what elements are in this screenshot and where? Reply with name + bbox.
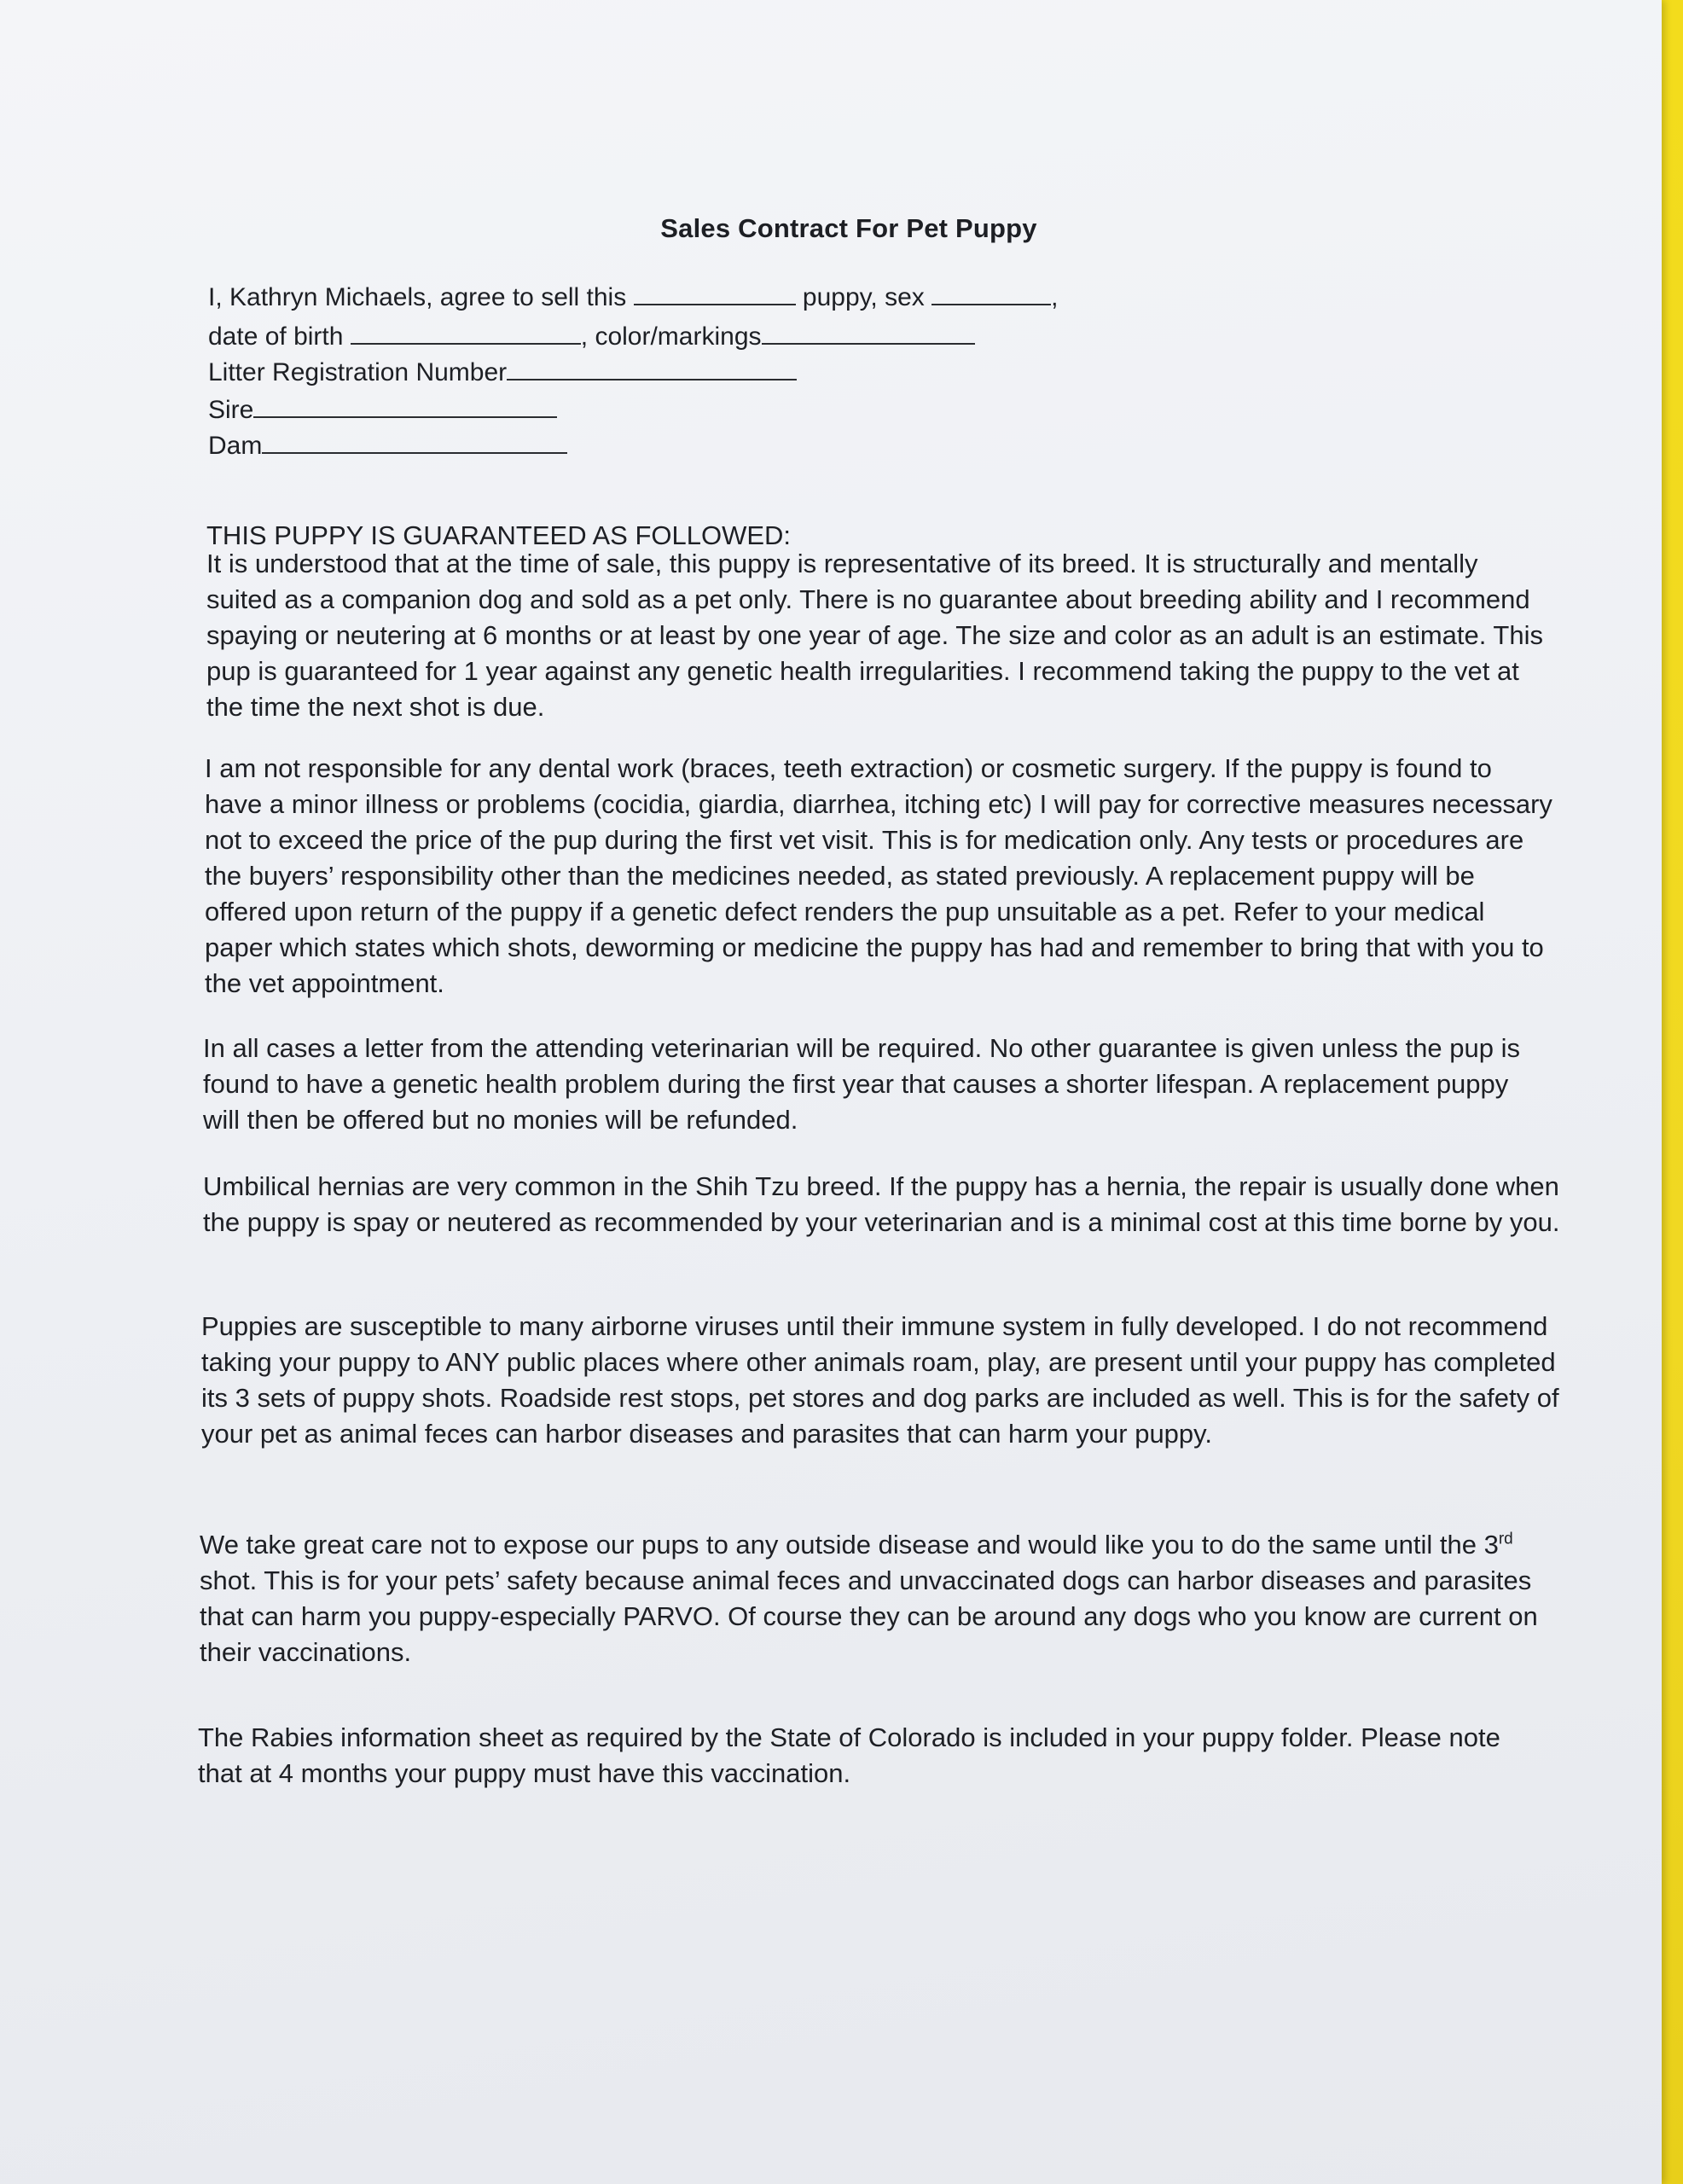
- dam-blank: [262, 430, 567, 454]
- seller-statement: I, Kathryn Michaels, agree to sell this: [208, 283, 627, 311]
- paragraph-airborne-viruses: Puppies are susceptible to many airborne viruses until their immune system in fully developed. I do not recommend taking your puppy to ANY public places where other animals roam, play, are present until your puppy has completed its 3 sets of puppy shots. Roadside rest stops, pet stores and dog parks are included as well. This is for the safety of your pet as animal feces can harbor diseases and parasites that can harm your puppy.: [201, 1311, 1559, 1449]
- paragraph-umbilical-hernias: Umbilical hernias are very common in the Shih Tzu breed. If the puppy has a hernia, the repair is usually done when the puppy is spay or neutered as recommended by your veterinarian and is a minimal cost at this time borne by you.: [203, 1171, 1560, 1237]
- registration-line: [208, 357, 797, 388]
- paragraph-6-text-after: shot. This is for your pets’ safety because animal feces and unvaccinated dogs can harbor diseases and parasites that can harm you puppy-especially PARVO. Of course they can be around any dogs who you know are current on their vaccinations.: [200, 1565, 1538, 1667]
- paragraph-6-text-before: We take great care not to expose our pups to any outside disease and would like you to do the same until the 3: [200, 1530, 1499, 1560]
- guarantee-heading: THIS PUPPY IS GUARANTEED AS FOLLOWED:: [206, 520, 792, 550]
- birth-line: [208, 321, 975, 352]
- comma: ,: [1051, 283, 1059, 311]
- ordinal-suffix: rd: [1498, 1530, 1513, 1548]
- sire-line: [208, 394, 557, 426]
- sale-line: [208, 282, 1058, 313]
- paragraph-breed-guarantee: It is understood that at the time of sale, this puppy is representative of its breed. It is structurally and mentally suited as a companion dog and sold as a pet only. There is no guarantee about breeding ability and I recommend spaying or neutering at 6 months or at least by one year of age. The size and color as an adult is an estimate. This pup is guaranteed for 1 year against any genetic health irregularities. I recommend taking the puppy to the vet at the time the next shot is due.: [206, 549, 1543, 722]
- paragraph-veterinarian-letter: In all cases a letter from the attending veterinarian will be required. No other guarantee is given unless the pup is found to have a genetic health problem during the first year that causes a shorter lifespan. A replacement puppy will then be offered but no monies will be refunded.: [203, 1033, 1520, 1135]
- dam-line: [208, 430, 567, 462]
- date-of-birth-label: date of birth: [208, 322, 344, 351]
- litter-registration-blank: [507, 357, 797, 380]
- dam-label: Dam: [208, 432, 263, 460]
- breed-blank: [634, 282, 796, 305]
- paragraph-rabies: The Rabies information sheet as required by the State of Colorado is included in your puppy folder. Please note that at 4 months your puppy must have this vaccination.: [198, 1722, 1500, 1788]
- sex-blank: [931, 282, 1051, 305]
- document-title: Sales Contract For Pet Puppy: [660, 213, 1037, 243]
- date-of-birth-blank: [351, 321, 581, 345]
- sire-blank: [253, 394, 557, 418]
- litter-registration-label: Litter Registration Number: [208, 358, 508, 386]
- color-markings-label: , color/markings: [580, 322, 762, 351]
- color-markings-blank: [762, 321, 975, 345]
- paragraph-responsibilities: I am not responsible for any dental work (braces, teeth extraction) or cosmetic surgery. If the puppy is found to have a minor illness or problems (cocidia, giardia, diarrhea, itching etc) I will pay for corrective measures necessary not to exceed the price of the pup during the first vet visit. This is for medication only. Any tests or procedures are the buyers’ responsibility other than the medicines needed, as stated previously. A replacement puppy will be offered upon return of the puppy if a genetic defect renders the pup unsuitable as a pet. Refer to your medical paper which states which shots, deworming or medicine the puppy has had and remember to bring that with you to the vet appointment.: [205, 753, 1552, 998]
- sire-label: Sire: [208, 396, 254, 424]
- paragraph-outside-disease: [200, 1527, 1564, 1670]
- puppy-sex-label: puppy, sex: [802, 283, 925, 311]
